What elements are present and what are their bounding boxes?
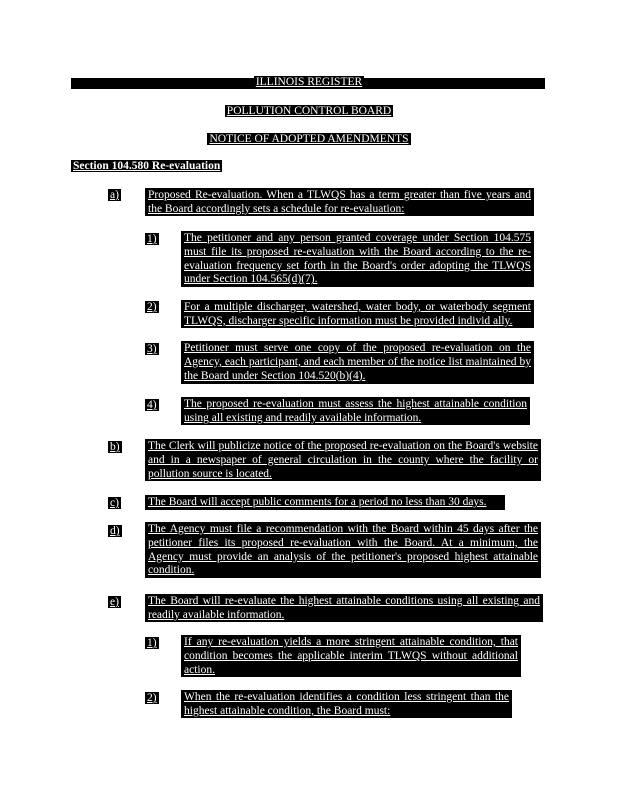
subitem-a3-text: Petitioner must serve one copy of the proposed re-evaluation on the Agency, each participant, and each member of the notice list maintained by the Board under Section 104.520(b)(4). <box>181 341 534 384</box>
item-marker-e: e) <box>110 596 119 608</box>
subitem-marker-e1: 1) <box>147 637 157 649</box>
notice-title: NOTICE OF ADOPTED AMENDMENTS <box>209 133 409 145</box>
item-marker-c: c) <box>110 497 119 509</box>
subitem-marker-a1: 1) <box>147 233 157 245</box>
section-heading: Section 104.580 Re-evaluation <box>73 160 221 172</box>
subitem-e2-text: When the re-evaluation identifies a condition less stringent than the highest attainable condition, the Board must: <box>181 690 512 718</box>
item-e-text: The Board will re-evaluate the highest attainable conditions using all existing and readily available information. <box>145 594 543 622</box>
item-marker-b: b) <box>110 441 120 453</box>
subitem-marker-a4: 4) <box>147 399 157 411</box>
item-c-text: The Board will accept public comments for a period no less than 30 days. <box>145 495 505 510</box>
subitem-marker-e2: 2) <box>147 692 157 704</box>
subitem-e1-text: If any re-evaluation yields a more stringent attainable condition, that condition becomes the applicable interim TLWQS without additional action. <box>181 635 521 677</box>
item-d-text: The Agency must file a recommendation with the Board within 45 days after the petitioner files its proposed re-evaluation with the Board. At a minimum, the Agency must provide an analysis of the petitioner's proposed highest attainable condition. <box>145 522 541 578</box>
subitem-a2-text: For a multiple discharger, watershed, water body, or waterbody segment TLWQS, discharger specific information must be provided individ ally. <box>181 300 534 328</box>
subitem-a4-text: The proposed re-evaluation must assess the highest attainable condition using all existing and readily available information. <box>181 397 530 425</box>
item-b-text: The Clerk will publicize notice of the proposed re-evaluation on the Board's website and in a newspaper of general circulation in the county where the facility or pollution source is located. <box>145 439 541 481</box>
board-name: POLLUTION CONTROL BOARD <box>226 105 392 117</box>
item-marker-a: a) <box>110 189 119 201</box>
subitem-marker-a2: 2) <box>147 301 157 313</box>
subitem-marker-a3: 3) <box>147 343 157 355</box>
item-a-text: Proposed Re-evaluation. When a TLWQS has a term greater than five years and the Board accordingly sets a schedule for re-evaluation: <box>145 188 534 216</box>
subitem-a1-text: The petitioner and any person granted coverage under Section 104.575 must file its proposed re-evaluation with the Board according to the re-evaluation frequency set forth in the Board's order adopting the TLWQS under Section 104.565(d)(7). <box>181 231 534 287</box>
item-marker-d: d) <box>110 525 120 537</box>
register-title: ILLINOIS REGISTER <box>255 76 363 88</box>
